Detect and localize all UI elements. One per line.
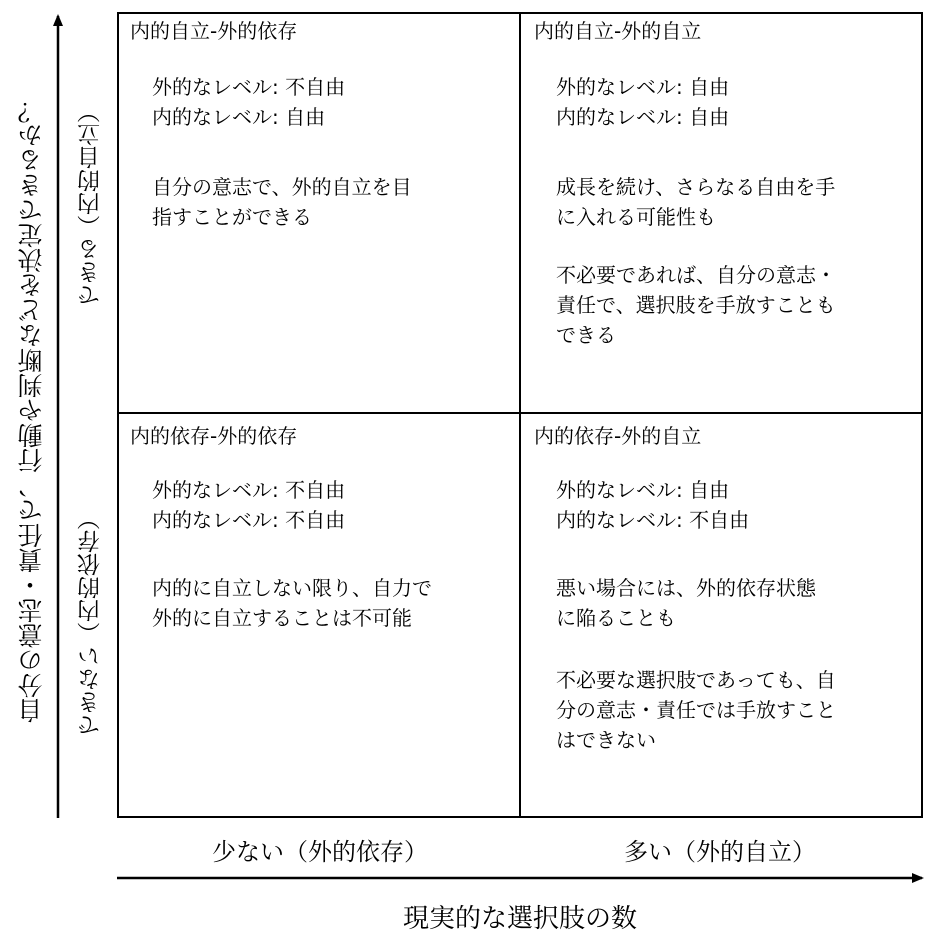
quadrant-title: 内的依存-外的依存 xyxy=(130,424,298,448)
quadrant-top-right xyxy=(534,16,914,406)
y-axis-low-label: できない（内的依存） xyxy=(78,507,104,737)
description-line: 不必要であれば、自分の意志・ xyxy=(556,263,836,287)
internal-level: 内的なレベル: 不自由 xyxy=(152,508,346,532)
grid-divider-vertical xyxy=(519,12,521,818)
description-line: 外的に自立することは不可能 xyxy=(152,606,412,630)
x-axis-low-label: 少ない（外的依存） xyxy=(212,838,428,866)
y-axis-title: 自分の意志・責任で、行動や判断などを決定できるか？ xyxy=(17,98,46,724)
y-axis-high-label: できる（内的自立） xyxy=(78,100,104,308)
internal-level: 内的なレベル: 不自由 xyxy=(556,508,750,532)
quadrant-bottom-left xyxy=(130,421,510,811)
description-line: 不必要な選択肢であっても、自 xyxy=(556,668,836,692)
quadrant-title: 内的依存-外的自立 xyxy=(534,424,702,448)
x-axis-title: 現実的な選択肢の数 xyxy=(402,904,637,934)
external-level: 外的なレベル: 不自由 xyxy=(152,478,346,502)
description-line: 分の意志・責任では手放すこと xyxy=(556,698,836,722)
description-line: 指すことができる xyxy=(152,205,312,229)
external-level: 外的なレベル: 自由 xyxy=(556,478,730,502)
external-level: 外的なレベル: 不自由 xyxy=(152,75,346,99)
description-line: 自分の意志で、外的自立を目 xyxy=(152,175,412,199)
quadrant-top-left xyxy=(130,16,510,406)
quadrant-bottom-right xyxy=(534,421,914,811)
external-level: 外的なレベル: 自由 xyxy=(556,75,730,99)
description-line: 内的に自立しない限り、自力で xyxy=(152,576,432,600)
description-line: できる xyxy=(556,323,616,347)
description-line: 成長を続け、さらなる自由を手 xyxy=(556,175,836,199)
quadrant-title: 内的自立-外的自立 xyxy=(534,19,702,43)
grid-divider-horizontal xyxy=(117,412,923,414)
description-line: に入れる可能性も xyxy=(556,205,716,229)
internal-level: 内的なレベル: 自由 xyxy=(556,105,730,129)
description-line: 悪い場合には、外的依存状態 xyxy=(556,576,816,600)
x-axis-high-label: 多い（外的自立） xyxy=(624,838,816,866)
internal-level: 内的なレベル: 自由 xyxy=(152,105,326,129)
quadrant-title: 内的自立-外的依存 xyxy=(130,19,298,43)
description-line: に陥ることも xyxy=(556,606,676,630)
description-line: はできない xyxy=(556,728,656,752)
description-line: 責任で、選択肢を手放すことも xyxy=(556,293,836,317)
